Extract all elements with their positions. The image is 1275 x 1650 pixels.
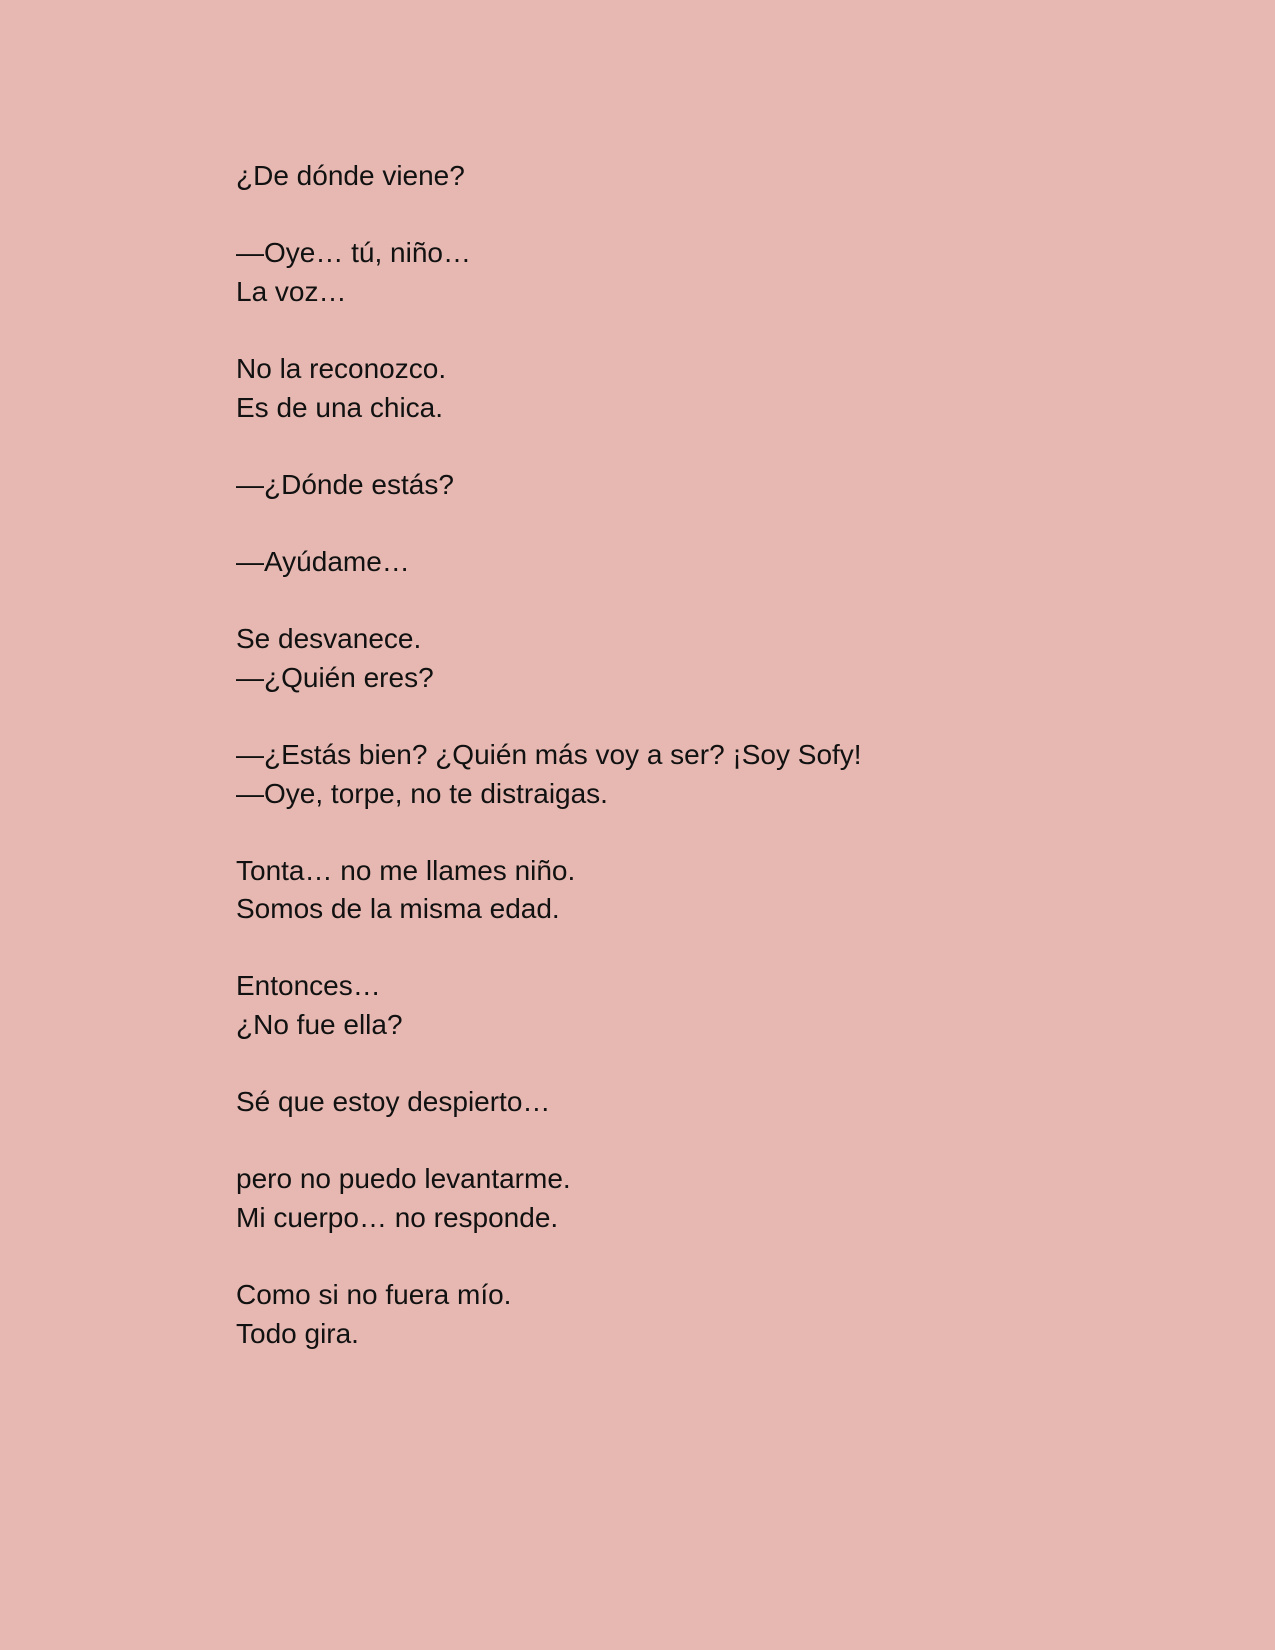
text-line: ¿De dónde viene? [236, 160, 465, 191]
text-line: Somos de la misma edad. [236, 893, 560, 925]
document-text [236, 157, 1136, 1392]
text-line: Como si no fuera mío. [236, 1279, 512, 1311]
text-line: —¿Quién eres? [236, 661, 434, 693]
text-line: Sé que estoy despierto… [236, 1086, 551, 1118]
stanza [236, 967, 1136, 1044]
stanza [236, 1276, 1136, 1353]
text-line: —Oye, torpe, no te distraigas. [236, 777, 608, 809]
text-line: —¿Estás bien? ¿Quién más voy a ser? ¡Soy Sofy! [236, 738, 862, 770]
stanza [236, 234, 1136, 311]
stanza [236, 466, 1136, 505]
stanza [236, 157, 1136, 196]
stanza [236, 1083, 1136, 1122]
text-line: La voz… [236, 275, 347, 307]
stanza [236, 736, 1136, 813]
text-line: pero no puedo levantarme. [236, 1163, 571, 1195]
text-line: Entonces… [236, 970, 381, 1002]
text-line: No la reconozco. [236, 352, 447, 384]
text-line: Todo gira. [236, 1317, 359, 1349]
stanza [236, 543, 1136, 582]
stanza [236, 852, 1136, 929]
text-line: Tonta… no me llames niño. [236, 854, 576, 886]
text-line: —Ayúdame… [236, 545, 410, 577]
text-line: Se desvanece. [236, 623, 422, 655]
stanza [236, 620, 1136, 697]
text-line: ¿No fue ella? [236, 1009, 403, 1041]
text-line: —Oye… tú, niño… [236, 237, 471, 269]
stanza [236, 1160, 1136, 1237]
text-line: Es de una chica. [236, 391, 444, 423]
text-line: —¿Dónde estás? [236, 468, 454, 500]
stanza [236, 350, 1136, 427]
text-line: Mi cuerpo… no responde. [236, 1202, 559, 1234]
